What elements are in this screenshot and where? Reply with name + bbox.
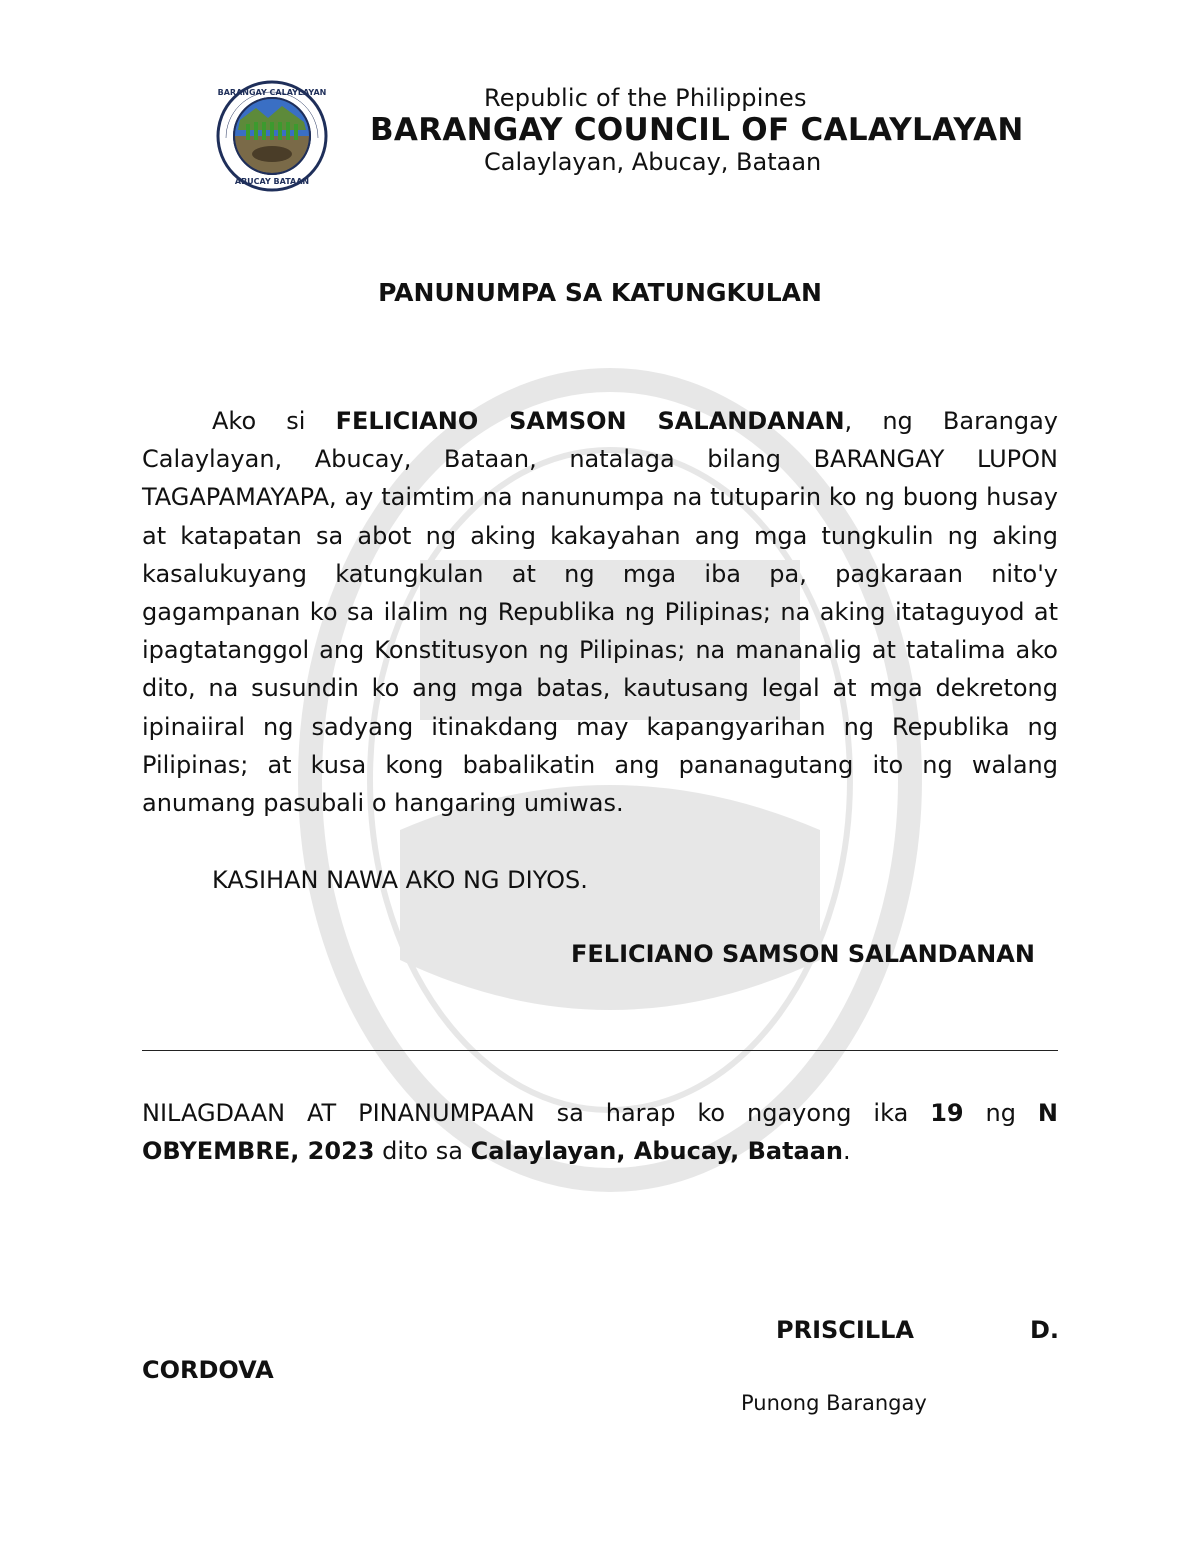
attestation-end: . (843, 1137, 851, 1166)
attestation-mid2: ng (963, 1099, 1038, 1127)
signer-name: FELICIANO SAMSON SALANDANAN (571, 940, 1035, 968)
oath-text: , ng Barangay Calaylayan, Abucay, Bataan, natalaga bilang BARANGAY LUPON TAGAPAMAYAPA, ay taimtim na nanunumpa na tutuparin ko ng buong husay at katapatan sa abot ng aking kakayahan ang mga tungkulin ng aking kasalukuyang katungkulan at ng mga iba pa, pagkaraan nito'y gagampanan ko sa ilalim ng Republika ng Pilipinas; na aking itataguyod at ipagtatanggol ang Konstitusyon ng Pilipinas; na mananalig at tatalima ako dito, na susundin ko ang mga batas, kautusang legal at mga dekretong ipinaiiral ng sadyang itinakdang may kapangyarihan ng Republika ng Pilipinas; at kusa kong babalikatin ang pananagutang ito ng walang anumang pasubali o hangaring umiwas. (142, 407, 1059, 818)
attestation-mid3: dito sa (374, 1137, 471, 1166)
attestation-paragraph (142, 1094, 1058, 1170)
oath-name: FELICIANO SAMSON SALANDANAN (335, 407, 845, 435)
header-republic: Republic of the Philippines (484, 84, 807, 112)
closing-line: KASIHAN NAWA AKO NG DIYOS. (212, 866, 588, 894)
attestation-month-year: N OBYEMBRE, 2023 (142, 1099, 1059, 1166)
header-location: Calaylayan, Abucay, Bataan (484, 148, 822, 176)
oath-intro: Ako si (212, 407, 336, 435)
svg-text:ABUCAY BATAAN: ABUCAY BATAAN (234, 177, 310, 186)
attestation-day: 19 (930, 1099, 964, 1127)
official-first-name: PRISCILLA (776, 1316, 914, 1344)
official-position: Punong Barangay (741, 1391, 927, 1415)
oath-paragraph (142, 402, 1058, 822)
document-title: PANUNUMPA SA KATUNGKULAN (378, 278, 822, 307)
header-council-name: BARANGAY COUNCIL OF CALAYLAYAN (370, 112, 1024, 148)
barangay-seal-logo (216, 80, 328, 192)
official-last-name: CORDOVA (142, 1356, 274, 1384)
attestation-lead: NILAGDAAN AT PINANUMPAAN (142, 1099, 535, 1127)
signature-line (142, 1050, 1058, 1051)
attestation-mid1: sa harap ko ngayong ika (534, 1099, 931, 1127)
svg-text:BARANGAY CALAYLAYAN: BARANGAY CALAYLAYAN (217, 88, 327, 97)
official-middle-initial: D. (1030, 1316, 1060, 1344)
attestation-place: Calaylayan, Abucay, Bataan (470, 1137, 844, 1166)
